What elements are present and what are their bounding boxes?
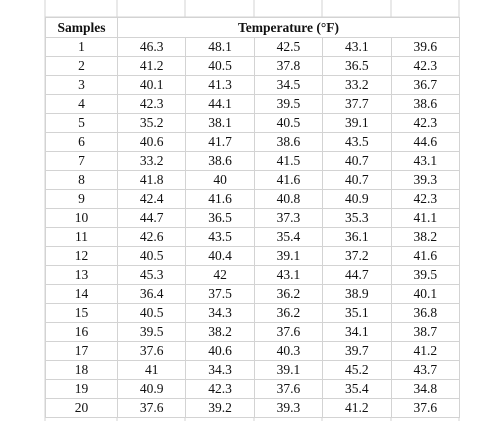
temperature-cell[interactable]: 38.2 — [186, 323, 254, 342]
temperature-cell[interactable]: 39.1 — [323, 114, 391, 133]
temperature-cell[interactable]: 37.8 — [254, 57, 322, 76]
table-header-row — [46, 18, 460, 38]
temperature-cell[interactable]: 40.8 — [254, 190, 322, 209]
table-row — [46, 38, 460, 57]
temperature-cell[interactable]: 37.6 — [254, 380, 322, 399]
sample-number-cell[interactable]: 17 — [46, 342, 118, 361]
temperature-cell[interactable]: 33.2 — [118, 152, 186, 171]
temperature-cell[interactable]: 40.3 — [254, 342, 322, 361]
temperature-cell[interactable]: 37.3 — [254, 209, 322, 228]
temperature-cell[interactable]: 38.9 — [323, 285, 391, 304]
temperature-cell[interactable]: 39.1 — [254, 247, 322, 266]
temperature-table — [45, 17, 460, 418]
temperature-cell[interactable]: 41.6 — [186, 190, 254, 209]
table-row — [46, 76, 460, 95]
temperature-cell[interactable]: 40.6 — [118, 133, 186, 152]
temperature-cell[interactable]: 36.5 — [323, 57, 391, 76]
temperature-cell[interactable]: 34.8 — [391, 380, 459, 399]
temperature-cell[interactable]: 43.5 — [186, 228, 254, 247]
temperature-cell[interactable]: 36.4 — [118, 285, 186, 304]
temperature-cell[interactable]: 37.6 — [254, 323, 322, 342]
temperature-cell[interactable]: 40.7 — [323, 152, 391, 171]
sample-number-cell[interactable]: 19 — [46, 380, 118, 399]
temperature-cell[interactable]: 43.5 — [323, 133, 391, 152]
temperature-cell[interactable]: 41.2 — [391, 342, 459, 361]
sample-number-cell[interactable]: 16 — [46, 323, 118, 342]
temperature-cell[interactable]: 41.6 — [254, 171, 322, 190]
temperature-cell[interactable]: 40 — [186, 171, 254, 190]
temperature-cell[interactable]: 36.8 — [391, 304, 459, 323]
temperature-cell[interactable]: 41.8 — [118, 171, 186, 190]
temperature-cell[interactable]: 38.6 — [186, 152, 254, 171]
temperature-cell[interactable]: 42 — [186, 266, 254, 285]
sample-number-cell[interactable]: 18 — [46, 361, 118, 380]
temperature-cell[interactable]: 39.6 — [391, 38, 459, 57]
temperature-cell[interactable]: 37.5 — [186, 285, 254, 304]
table-row — [46, 114, 460, 133]
temperature-cell[interactable]: 42.3 — [186, 380, 254, 399]
temperature-cell[interactable]: 40.9 — [118, 380, 186, 399]
temperature-cell[interactable]: 39.2 — [186, 399, 254, 418]
sample-number-cell[interactable]: 12 — [46, 247, 118, 266]
table-row — [46, 171, 460, 190]
table-row — [46, 361, 460, 380]
temperature-cell[interactable]: 39.5 — [391, 266, 459, 285]
temperature-cell[interactable]: 44.7 — [323, 266, 391, 285]
temperature-cell[interactable]: 34.1 — [323, 323, 391, 342]
temperature-cell[interactable]: 36.5 — [186, 209, 254, 228]
temperature-cell[interactable]: 36.2 — [254, 304, 322, 323]
temperature-cell[interactable]: 33.2 — [323, 76, 391, 95]
table-row — [46, 190, 460, 209]
temperature-cell[interactable]: 42.3 — [391, 57, 459, 76]
temperature-cell[interactable]: 35.4 — [323, 380, 391, 399]
temperature-cell[interactable]: 39.5 — [254, 95, 322, 114]
sample-number-cell[interactable]: 14 — [46, 285, 118, 304]
temperature-cell[interactable]: 40.5 — [254, 114, 322, 133]
temperature-cell[interactable]: 40.9 — [323, 190, 391, 209]
temperature-cell[interactable]: 41 — [118, 361, 186, 380]
sample-number-cell[interactable]: 10 — [46, 209, 118, 228]
temperature-cell[interactable]: 37.7 — [323, 95, 391, 114]
table-row — [46, 285, 460, 304]
sample-number-cell[interactable]: 1 — [46, 38, 118, 57]
sample-number-cell[interactable]: 5 — [46, 114, 118, 133]
temperature-cell[interactable]: 46.3 — [118, 38, 186, 57]
temperature-cell[interactable]: 41.7 — [186, 133, 254, 152]
temperature-cell[interactable]: 42.3 — [118, 95, 186, 114]
table-row — [46, 209, 460, 228]
temperature-cell[interactable]: 40.1 — [391, 285, 459, 304]
temperature-cell[interactable]: 34.3 — [186, 361, 254, 380]
table-row — [46, 323, 460, 342]
table-row — [46, 95, 460, 114]
temperature-cell[interactable]: 36.7 — [391, 76, 459, 95]
temperature-cell[interactable]: 41.2 — [323, 399, 391, 418]
temperature-cell[interactable]: 39.1 — [254, 361, 322, 380]
temperature-cell[interactable]: 35.2 — [118, 114, 186, 133]
temperature-cell[interactable]: 45.2 — [323, 361, 391, 380]
temperature-cell[interactable]: 41.2 — [118, 57, 186, 76]
temperature-cell[interactable]: 40.5 — [118, 304, 186, 323]
temperature-cell[interactable]: 40.5 — [186, 57, 254, 76]
temperature-cell[interactable]: 45.3 — [118, 266, 186, 285]
temperature-cell[interactable]: 39.5 — [118, 323, 186, 342]
sample-number-cell[interactable]: 13 — [46, 266, 118, 285]
temperature-cell[interactable]: 43.1 — [391, 152, 459, 171]
temperature-cell[interactable]: 40.1 — [118, 76, 186, 95]
temperature-cell[interactable]: 39.7 — [323, 342, 391, 361]
table-row — [46, 304, 460, 323]
temperature-cell[interactable]: 36.1 — [323, 228, 391, 247]
temperature-cell[interactable]: 40.7 — [323, 171, 391, 190]
temperature-cell[interactable]: 38.7 — [391, 323, 459, 342]
sample-number-cell[interactable]: 20 — [46, 399, 118, 418]
temperature-cell[interactable]: 37.2 — [323, 247, 391, 266]
temperature-cell[interactable]: 35.3 — [323, 209, 391, 228]
temperature-header[interactable]: Temperature (°F) — [118, 18, 460, 38]
temperature-cell[interactable]: 41.1 — [391, 209, 459, 228]
temperature-cell[interactable]: 43.7 — [391, 361, 459, 380]
sample-number-cell[interactable]: 6 — [46, 133, 118, 152]
temperature-cell[interactable]: 40.6 — [186, 342, 254, 361]
temperature-cell[interactable]: 43.1 — [254, 266, 322, 285]
table-body — [46, 38, 460, 418]
temperature-cell[interactable]: 35.1 — [323, 304, 391, 323]
sample-number-cell[interactable]: 15 — [46, 304, 118, 323]
table-row — [46, 399, 460, 418]
temperature-cell[interactable]: 44.7 — [118, 209, 186, 228]
table-row — [46, 228, 460, 247]
temperature-cell[interactable]: 48.1 — [186, 38, 254, 57]
temperature-cell[interactable]: 40.4 — [186, 247, 254, 266]
temperature-cell[interactable]: 41.5 — [254, 152, 322, 171]
temperature-cell[interactable]: 42.5 — [254, 38, 322, 57]
table-row — [46, 342, 460, 361]
temperature-cell[interactable]: 44.6 — [391, 133, 459, 152]
temperature-cell[interactable]: 34.5 — [254, 76, 322, 95]
temperature-cell[interactable]: 39.3 — [254, 399, 322, 418]
temperature-cell[interactable]: 43.1 — [323, 38, 391, 57]
temperature-cell[interactable]: 36.2 — [254, 285, 322, 304]
table-row — [46, 57, 460, 76]
temperature-cell[interactable]: 37.6 — [391, 399, 459, 418]
sample-number-cell[interactable]: 3 — [46, 76, 118, 95]
temperature-cell[interactable]: 39.3 — [391, 171, 459, 190]
temperature-cell[interactable]: 42.3 — [391, 114, 459, 133]
temperature-cell[interactable]: 37.6 — [118, 342, 186, 361]
temperature-cell[interactable]: 34.3 — [186, 304, 254, 323]
sample-number-cell[interactable]: 8 — [46, 171, 118, 190]
sample-number-cell[interactable]: 11 — [46, 228, 118, 247]
temperature-cell[interactable]: 38.2 — [391, 228, 459, 247]
temperature-cell[interactable]: 42.6 — [118, 228, 186, 247]
sample-number-cell[interactable]: 7 — [46, 152, 118, 171]
table-row — [46, 133, 460, 152]
sample-number-cell[interactable]: 2 — [46, 57, 118, 76]
temperature-cell[interactable]: 37.6 — [118, 399, 186, 418]
sample-number-cell[interactable]: 9 — [46, 190, 118, 209]
temperature-cell[interactable]: 42.4 — [118, 190, 186, 209]
table-row — [46, 247, 460, 266]
table-row — [46, 380, 460, 399]
temperature-cell[interactable]: 38.6 — [254, 133, 322, 152]
table-row — [46, 152, 460, 171]
temperature-cell[interactable]: 40.5 — [118, 247, 186, 266]
temperature-cell[interactable]: 38.6 — [391, 95, 459, 114]
temperature-cell[interactable]: 38.1 — [186, 114, 254, 133]
sample-number-cell[interactable]: 4 — [46, 95, 118, 114]
temperature-cell[interactable]: 41.3 — [186, 76, 254, 95]
table-row — [46, 266, 460, 285]
temperature-cell[interactable]: 41.6 — [391, 247, 459, 266]
temperature-cell[interactable]: 35.4 — [254, 228, 322, 247]
temperature-cell[interactable]: 44.1 — [186, 95, 254, 114]
samples-header[interactable]: Samples — [46, 18, 118, 38]
temperature-cell[interactable]: 42.3 — [391, 190, 459, 209]
